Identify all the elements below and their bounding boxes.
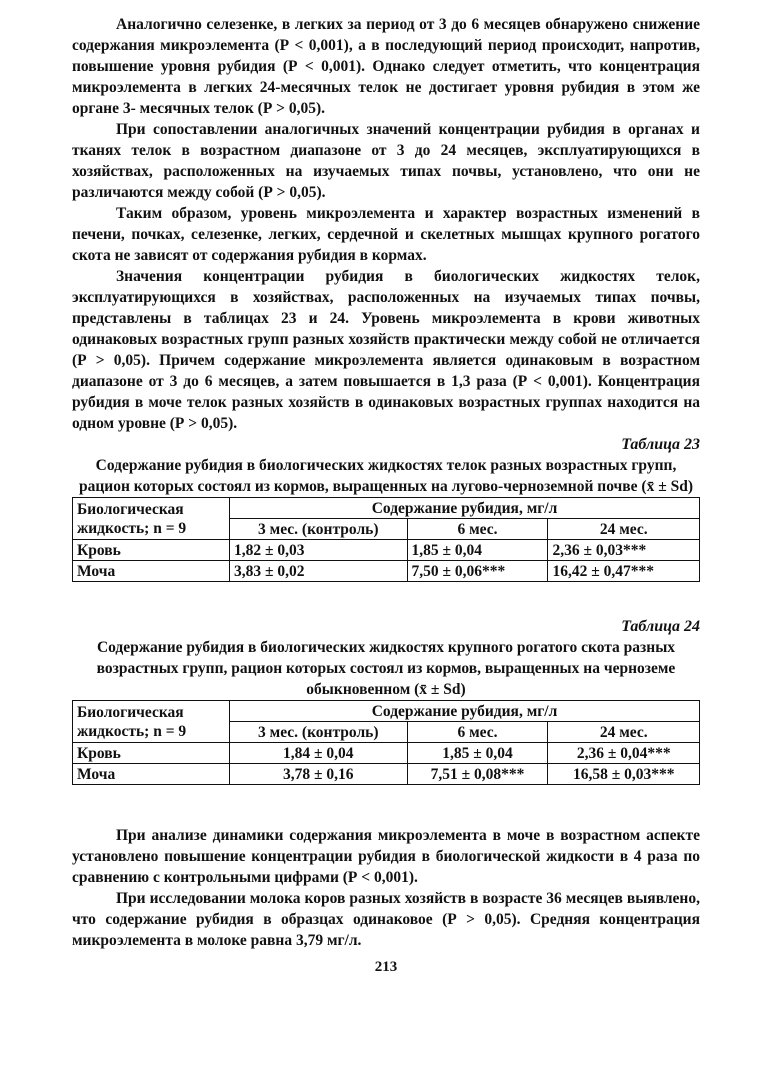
- table-23-label: Таблица 23: [621, 436, 700, 453]
- table-23: [72, 497, 700, 582]
- table-23-group-header: Содержание рубидия, мг/л: [230, 498, 700, 519]
- table-23-title: Содержание рубидия в биологических жидкостях телок разных возрастных групп, рацион которых состоял из кормов, выращенных на лугово-черноземной почве (x̄ ± Sd): [78, 457, 693, 495]
- table-23-col-header: 3 мес. (контроль): [230, 519, 408, 540]
- table-24-col-header: 6 мес.: [407, 722, 548, 743]
- paragraph-2: При сопоставлении аналогичных значений концентрации рубидия в органах и тканях телок в возрастном диапазоне от 3 до 24 месяцев, эксплуатирующихся в хозяйствах, расположенных на изучаемых типах почвы, установлено, что они не различаются между собой (Р > 0,05).: [72, 121, 700, 201]
- table-cell: 16,58 ± 0,03***: [548, 764, 700, 785]
- table-24-col-header: 24 мес.: [548, 722, 700, 743]
- table-cell: Кровь: [73, 743, 230, 764]
- table-row: [73, 561, 700, 582]
- table-23-col-header: 24 мес.: [548, 519, 700, 540]
- paragraph-5: При анализе динамики содержания микроэлемента в моче в возрастном аспекте установлено повышение концентрации рубидия в биологической жидкости в 4 раза по сравнению с контрольными цифрами (Р < 0,001).: [72, 827, 700, 886]
- table-cell: 7,51 ± 0,08***: [407, 764, 548, 785]
- table-row: [73, 743, 700, 764]
- table-cell: 1,84 ± 0,04: [230, 743, 408, 764]
- paragraph-4: Значения концентрации рубидия в биологических жидкостях телок, эксплуатирующихся в хозяйствах, расположенных на изучаемых типах почвы, представлены в таблицах 23 и 24. Уровень микроэлемента в крови животных одинаковых возрастных групп разных хозяйств практически между собой не отличается (Р > 0,05). Причем содержание микроэлемента является одинаковым в возрастном диапазоне от 3 до 6 месяцев, а затем повышается в 1,3 раза (Р < 0,001). Концентрация рубидия в моче телок разных хозяйств в одинаковых возрастных группах находится на одном уровне (Р > 0,05).: [72, 268, 700, 432]
- table-cell: 1,85 ± 0,04: [407, 540, 548, 561]
- table-cell: 2,36 ± 0,04***: [548, 743, 700, 764]
- table-24-label: Таблица 24: [621, 618, 700, 635]
- document-page: [72, 14, 700, 976]
- table-cell: 3,83 ± 0,02: [230, 561, 408, 582]
- table-23-col-header: 6 мес.: [407, 519, 548, 540]
- table-cell: 3,78 ± 0,16: [230, 764, 408, 785]
- table-23-col0-header: Биологическая жидкость; n = 9: [73, 498, 230, 540]
- page-number: 213: [374, 959, 398, 975]
- table-cell: 16,42 ± 0,47***: [548, 561, 700, 582]
- table-cell: 2,36 ± 0,03***: [548, 540, 700, 561]
- paragraph-1: Аналогично селезенке, в легких за период от 3 до 6 месяцев обнаружено снижение содержания микроэлемента (Р < 0,001), а в последующий период происходит, напротив, повышение уровня рубидия (Р < 0,001). Однако следует отметить, что концентрация микроэлемента в легких 24-месячных телок не достигает уровня рубидия в этом же органе 3- месячных телок (Р > 0,05).: [72, 16, 700, 117]
- table-24-title: Содержание рубидия в биологических жидкостях крупного рогатого скота разных возрастных групп, рацион которых состоял из кормов, выращенных на черноземе обыкновенном (x̄ ± Sd): [96, 639, 676, 698]
- table-24-group-header: Содержание рубидия, мг/л: [230, 701, 700, 722]
- table-row: [73, 540, 700, 561]
- table-cell: 1,82 ± 0,03: [230, 540, 408, 561]
- table-row: [73, 764, 700, 785]
- table-24-col-header: 3 мес. (контроль): [230, 722, 408, 743]
- table-cell: Кровь: [73, 540, 230, 561]
- table-cell: Моча: [73, 764, 230, 785]
- table-cell: 1,85 ± 0,04: [407, 743, 548, 764]
- table-cell: 7,50 ± 0,06***: [407, 561, 548, 582]
- table-cell: Моча: [73, 561, 230, 582]
- table-24: [72, 700, 700, 785]
- paragraph-6: При исследовании молока коров разных хозяйств в возрасте 36 месяцев выявлено, что содержание рубидия в образцах одинаковое (Р > 0,05). Средняя концентрация микроэлемента в молоке равна 3,79 мг/л.: [72, 890, 700, 949]
- paragraph-3: Таким образом, уровень микроэлемента и характер возрастных изменений в печени, почках, селезенке, легких, сердечной и скелетных мышцах крупного рогатого скота не зависят от содержания рубидия в кормах.: [72, 205, 700, 264]
- table-24-col0-header: Биологическая жидкость; n = 9: [73, 701, 230, 743]
